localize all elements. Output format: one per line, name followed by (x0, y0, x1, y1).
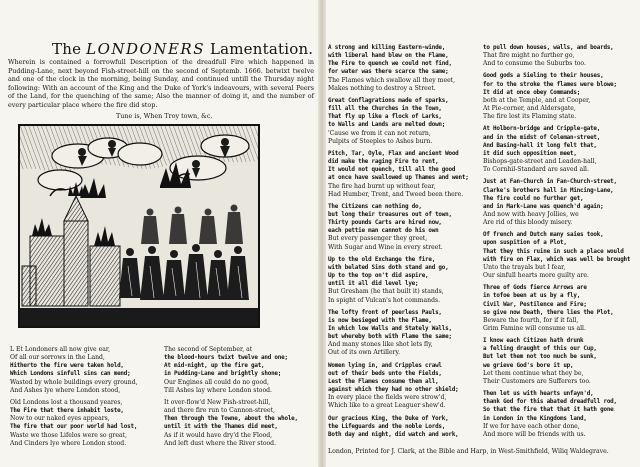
left-page (8, 0, 318, 467)
verse-line: thank God for this abated dreadfull rod, (483, 399, 617, 406)
verse-line: And Basing-hall it long felt that, (483, 142, 597, 149)
verse-line: and in Mark-Lane was quench'd again; (483, 203, 604, 210)
verse-line: for water was there scarce the same; (328, 69, 449, 76)
verse-line: in Pudding-Lane and brightly shone; (164, 371, 282, 378)
title-suffix: Lamentation. (204, 40, 314, 58)
verse-line: fill all the Churches in the Town, (328, 106, 442, 113)
verse-line: upon suspition of a Plot, (483, 240, 567, 247)
intro-paragraph: Wherein is contained a forrowfull Description of the dreadfull Fire which happened in Pudding-Lane, next beyond Fish-street-hill on the second of Septemb. 1666. betwixt twelve and one of the clock in the morning, being Sunday, and continued untill the Thursday night following: With an account of the King and the Duke of York's indeavours, with several Peers of the Land, for the quenching of the same; Also the manner of doing it, and the number of every particular place where the fire did stop. (8, 58, 314, 109)
verse-line: And left dust where the River stood. (164, 439, 277, 447)
page-gutter (318, 0, 326, 467)
verse-line: for to the stroke the flames were blowe; (483, 81, 617, 88)
verse-line: Our gracious King, the Duke of York, (328, 415, 449, 422)
verse-line: at once have swallowed up Thames and went; (328, 175, 469, 182)
verse-line: But let them not too much be sunk, (483, 354, 597, 361)
verse-line: At Holborn-bridge and Cripple-gate, (483, 126, 601, 133)
verse-line: and in the midst of Coleman-street, (483, 134, 601, 141)
verse-line: until it with the Thames did meet, (164, 424, 278, 431)
ballad-column-left-2 (164, 346, 314, 448)
verse-line: To Cornhil-Standard are saved all. (483, 166, 589, 174)
verse-line: Civil War, Pestilence and Fire; (483, 301, 587, 308)
verse-line: is now besieged with the Flame, (328, 317, 432, 324)
verse-line: Up to the top on't did aspire, (328, 273, 429, 280)
verse-line: we grieve God's bore it up, (483, 362, 574, 369)
verse-line: That they this ruine in such a place would (483, 248, 624, 255)
verse-line: Bishops-gate-street and Leaden-hall, (483, 158, 597, 166)
verse-line: Waste we those Lifelos were so great, (10, 431, 127, 439)
verse-line: with fire on Flax, which was well be brought (483, 256, 631, 263)
verse-line: And now with heavy Jollies, we (483, 210, 579, 218)
printer-imprint: London, Printed for J. Clark, at the Bible and Harp, in West-Smithfield, Wiliq Waldegrave. (328, 448, 609, 455)
verse-line: in London in the Kingdoms land, (483, 415, 587, 422)
verse-line: The fire had burnt up without fear, (328, 182, 436, 190)
verse-line: Makes nothing to destroy a Street. (328, 84, 436, 92)
ballad-column-right-2 (483, 44, 633, 439)
verse-line: Hitherto the fire were taken hold, (10, 363, 124, 370)
verse-line: It would not quench, till all the good (328, 167, 456, 174)
verse-line: And Cinders lye where London stood. (10, 439, 127, 447)
verse-line: And many stones like shot lets fly, (328, 341, 433, 349)
tune-line: Tune is, When Troy town, &c. (116, 112, 213, 120)
verse-line: Are rid of this bloody misery. (483, 219, 573, 227)
verse-line: each pettie man cannot do his own (328, 228, 439, 235)
verse-line: Then through the Towne, about the whole, (164, 416, 298, 423)
verse-line: Pitch, Tar, Oyle, Flax and ancient Wood (328, 150, 459, 157)
verse-line: to pull down houses, walls, and boards, (483, 45, 614, 51)
verse-line: did make the raging Fire to rent, (328, 159, 439, 166)
verse-line: to Walls and Lands are melted down; (328, 122, 446, 129)
verse-line: In spight of Vulcan's hot commands. (328, 296, 441, 304)
verse-line: Up to the old Exchange the fire, (328, 256, 436, 263)
verse-line: It did at once obey Commands; (483, 89, 581, 96)
verse-line: The fire that our poor world had lost, (10, 424, 138, 431)
verse-line: it did such opposition meet, (483, 150, 577, 157)
verse-line: the Lifeguards and the noble Lords, (328, 423, 446, 430)
verse-line: with liberal hand blew on the Flame, (328, 53, 449, 60)
verse-line: Of all our sorrows in the Land, (10, 354, 105, 362)
verse-line: Lest the Flames consume them all, (328, 378, 439, 385)
verse-line: so give now Death, there lies the Plot, (483, 309, 614, 316)
verse-line: Which like to a great Leaguer shew'd. (328, 402, 446, 410)
verse-line: The lofty front of peerless Pauls, (328, 309, 442, 316)
verse-line: Then let us with hearts unfayn'd, (483, 391, 594, 398)
verse-line: The Flames which swallow all they meet, (328, 76, 456, 84)
verse-line: the blood-hours twixt twelve and one; (164, 355, 288, 362)
title-caps: LONDONERS (86, 40, 205, 58)
verse-line: At mid-night, up the fire gat, (164, 363, 265, 370)
verse-line: Our Engines all could do no good, (164, 378, 269, 386)
verse-line: The fire lost its Flaming state. (483, 113, 577, 121)
verse-line: In which low Walls and Stately Walls, (328, 326, 452, 332)
verse-line: Thirty pounds Carts are hired now, (328, 220, 442, 227)
verse-line: with belated Sins doth stand and go, (328, 264, 449, 271)
verse-line: and there fire run to Cannon-street, (164, 407, 275, 415)
verse-line: but whereby both with Flame the same; (328, 334, 452, 341)
verse-line: Till Ashes lay where London stood. (164, 386, 272, 394)
verse-line: And to consume the Suburbs too. (483, 60, 586, 68)
verse-line: And Ashes lye where London stood, (10, 386, 121, 394)
verse-line: Great Conflagrations made of sparks, (328, 97, 449, 104)
verse-line: It over-flow'd New Fish-street-hill, (164, 398, 271, 406)
verse-line: Let them continue what they be, (483, 369, 584, 377)
verse-line: As if it would have dry'd the Flood, (164, 431, 273, 439)
verse-line: The Citizens can nothing do, (328, 203, 422, 210)
verse-line: but long their treasures out of town, (328, 211, 452, 218)
verse-line: L Et Londoners all now give ear, (10, 346, 111, 353)
verse-line: I know each Citizen hath drunk (483, 338, 584, 345)
verse-line: Just at Fan-Church in Fan-Church-street, (483, 179, 617, 186)
verse-line: Good gods a Sieling to their houses, (483, 73, 604, 80)
verse-line: Old Londons lost a thousand yeares, (10, 398, 123, 406)
verse-line: But Gresham (he that built it) stands, (328, 288, 444, 296)
verse-line: That fire might no further go, (483, 52, 575, 60)
verse-line: If we for have each other done, (483, 422, 580, 430)
verse-line: The Fire that there inhabit loste, (10, 408, 124, 415)
verse-line: Clarke's brothers hall in Mincing-Lane, (483, 187, 614, 194)
verse-line: out of their beds unto the Fields, (328, 370, 442, 377)
verse-line: With Sugar and Wine in every street. (328, 243, 443, 251)
verse-line: A strong and killing Eastern-winde, (328, 45, 446, 51)
verse-line: Their Customers are Sufferers too. (483, 377, 591, 385)
ballad-column-left-1 (10, 346, 158, 448)
verse-line: Women lying in, and Cripples crawl (328, 362, 442, 369)
verse-line: At Pie-corner, and Aldersgate, (483, 105, 576, 113)
verse-line: The fire could no further get, (483, 195, 584, 202)
verse-line: The Fire to quench we could not find, (328, 61, 452, 68)
verse-line: until it all did level lye; (328, 281, 419, 288)
verse-line: Grim Famine will consume us all. (483, 325, 586, 332)
verse-line: Out of its own Artillery. (328, 349, 401, 357)
verse-line: 'Cause we from it can not return, (328, 129, 431, 137)
verse-line: Both day and night, did watch and work, (328, 431, 459, 438)
verse-line: Of french and Dutch many saies took, (483, 232, 604, 239)
verse-line: Three of Gods fierce Arrows are (483, 285, 587, 292)
verse-line: both at the Temple, and at Cooper, (483, 96, 591, 104)
title-prefix: The (52, 40, 87, 58)
verse-line: But every passenger they greet, (328, 235, 428, 243)
verse-line: Our sinfull hearts more guilty are. (483, 272, 589, 280)
document-title (52, 40, 322, 58)
verse-line: In every place the fields were strow'd, (328, 394, 447, 402)
right-page (328, 0, 636, 467)
verse-line: Wasted by whole buildings every ground, (10, 378, 138, 386)
verse-line: against which they had no other shield; (328, 387, 459, 394)
verse-line: Now to our naked eyes appears, (10, 415, 110, 423)
verse-line: Unto the trayals but I fear, (483, 263, 566, 271)
verse-line: a felling draught of this our Cup, (483, 346, 597, 353)
verse-line: Had Humber, Trent, and Tweed been there. (328, 190, 464, 198)
woodcut-illustration (18, 124, 260, 328)
great-fire-woodcut (20, 126, 258, 326)
verse-line: in tofoe been at us by a fly, (483, 293, 581, 300)
verse-line: Which Londons sinfull sins can mend; (10, 371, 131, 378)
verse-line: And more will be friends with us. (483, 430, 586, 438)
verse-line: That fly up like a flock of Larks, (328, 114, 442, 121)
verse-line: The second of September, at (164, 346, 253, 353)
verse-line: So that the fire that that it hath gone (483, 407, 614, 414)
verse-line: Beware the fourth, for if it fall, (483, 316, 579, 324)
verse-line: Pulpits of Steeples to Ashes burn. (328, 137, 433, 145)
ballad-column-right-1 (328, 44, 476, 439)
